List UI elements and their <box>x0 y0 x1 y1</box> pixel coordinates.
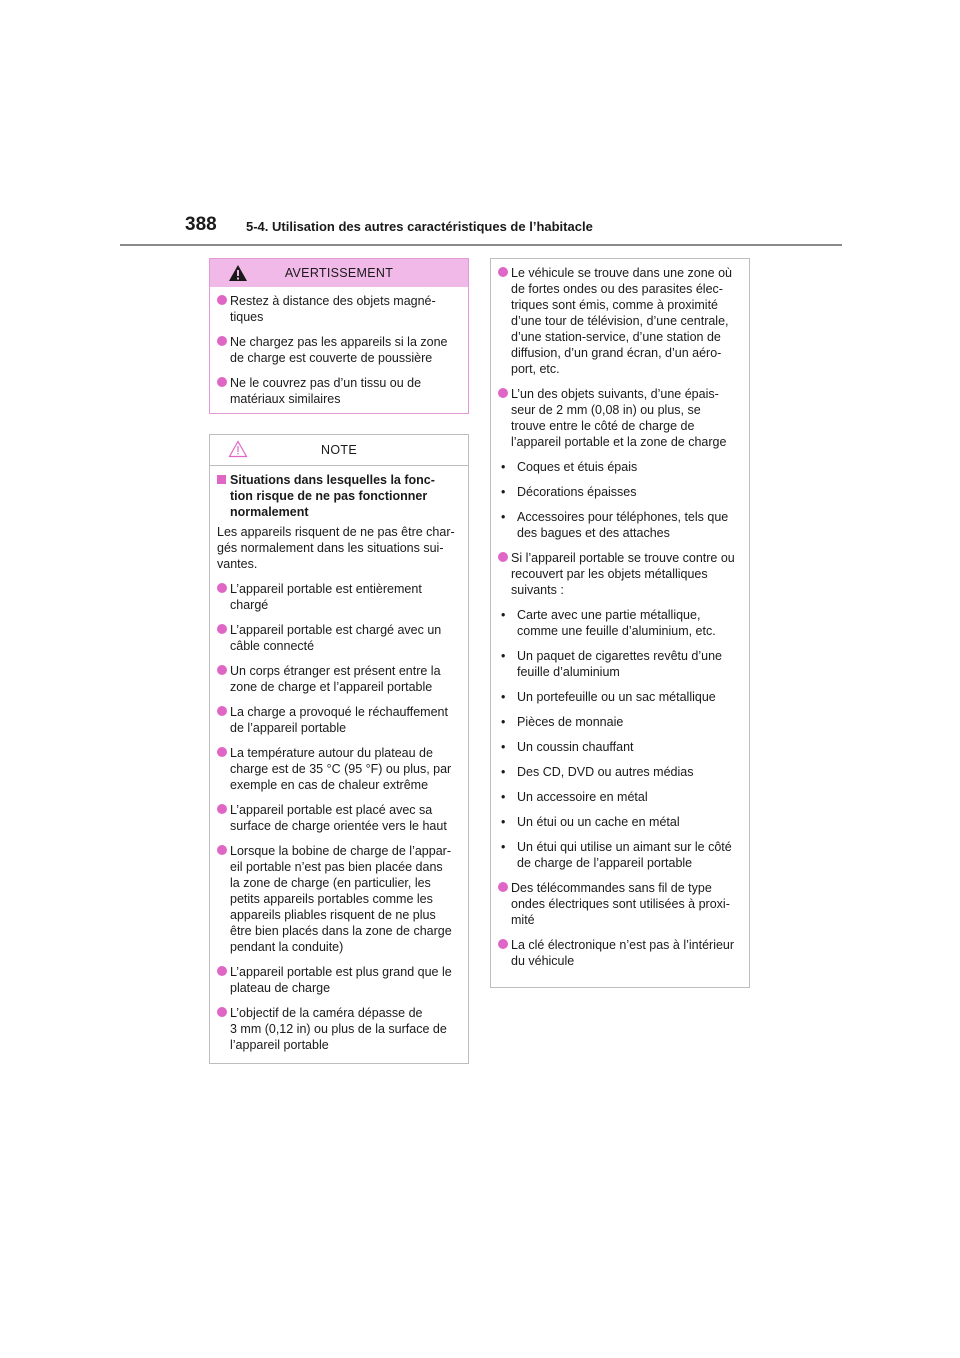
note-content <box>210 466 468 1053</box>
bullet-dot-icon <box>498 552 508 562</box>
text-line: Situations dans lesquelles la fonc- <box>230 473 435 487</box>
list-item <box>217 293 458 325</box>
text-line: Ne le couvrez pas d’un tissu ou de <box>230 376 422 390</box>
sub-list-item <box>498 789 739 805</box>
text-line: Un paquet de cigarettes revêtu d’une <box>517 649 722 663</box>
bullet-dot-icon <box>217 706 227 716</box>
text-line: l’appareil portable <box>230 1038 329 1052</box>
bullet-dot-icon <box>217 295 227 305</box>
sub-list-item <box>498 484 739 500</box>
text-line: L’appareil portable est plus grand que le <box>230 965 452 979</box>
text-line: de l’appareil portable <box>230 721 347 735</box>
list-item <box>217 745 458 793</box>
text-line: L’appareil portable est entièrement <box>230 582 422 596</box>
text-line: recouvert par les objets métalliques <box>511 567 708 581</box>
bullet-dot-icon <box>217 624 227 634</box>
text-line: plateau de charge <box>230 981 331 995</box>
warning-title: AVERTISSEMENT <box>284 266 394 280</box>
warning-content <box>210 287 468 407</box>
bullet-dot-icon <box>217 665 227 675</box>
text-line: Carte avec une partie métallique, <box>517 608 701 622</box>
text-line: Des CD, DVD ou autres médias <box>517 765 694 779</box>
sub-list-item <box>498 814 739 830</box>
sub-list-item <box>498 714 739 730</box>
text-line: normalement <box>230 505 309 519</box>
bullet-dot-icon <box>498 267 508 277</box>
bullet-mark: • <box>501 840 506 854</box>
caution-triangle-icon <box>228 440 248 458</box>
sub-list-item <box>498 764 739 780</box>
text-line: feuille d’aluminium <box>517 665 620 679</box>
note-header <box>210 435 468 466</box>
text-line: Un étui ou un cache en métal <box>517 815 680 829</box>
list-item <box>217 622 458 654</box>
text-line: Des télécommandes sans fil de type <box>511 881 712 895</box>
sub-list-item <box>498 689 739 705</box>
text-line: d’une station-service, d’une station de <box>511 330 721 344</box>
note-intro <box>217 524 458 572</box>
warning-box <box>209 258 469 414</box>
text-line: L’objectif de la caméra dépasse de <box>230 1006 423 1020</box>
text-line: des bagues et des attaches <box>517 526 670 540</box>
bullet-mark: • <box>501 608 506 622</box>
bullet-mark: • <box>501 690 506 704</box>
bullet-mark: • <box>501 460 506 474</box>
text-line: appareils pliables risquent de ne plus <box>230 908 436 922</box>
text-line: la zone de charge (en particulier, les <box>230 876 431 890</box>
text-line: surface de charge orientée vers le haut <box>230 819 447 833</box>
text-line: Accessoires pour téléphones, tels que <box>517 510 729 524</box>
text-line: La température autour du plateau de <box>230 746 433 760</box>
sub-list-item <box>498 839 739 871</box>
text-line: câble connecté <box>230 639 315 653</box>
text-line: mité <box>511 913 535 927</box>
text-line: Un coussin chauffant <box>517 740 634 754</box>
list-item <box>217 964 458 996</box>
text-line: être bien placés dans la zone de charge <box>230 924 452 938</box>
text-line: Si l’appareil portable se trouve contre ou <box>511 551 735 565</box>
bullet-dot-icon <box>217 804 227 814</box>
bullet-dot-icon <box>217 747 227 757</box>
text-line: charge est de 35 °C (95 °F) ou plus, par <box>230 762 452 776</box>
note-heading <box>217 472 458 520</box>
list-item <box>498 386 739 450</box>
list-item <box>217 375 458 407</box>
bullet-mark: • <box>501 790 506 804</box>
sub-list-item <box>498 509 739 541</box>
bullet-mark: • <box>501 510 506 524</box>
text-line: exemple en cas de chaleur extrême <box>230 778 429 792</box>
list-item <box>217 334 458 366</box>
text-line: gés normalement dans les situations sui- <box>217 541 444 555</box>
bullet-mark: • <box>501 715 506 729</box>
list-item <box>498 937 739 969</box>
bullet-mark: • <box>501 740 506 754</box>
list-item <box>217 581 458 613</box>
text-line: suivants : <box>511 583 564 597</box>
bullet-mark: • <box>501 765 506 779</box>
bullet-dot-icon <box>217 1007 227 1017</box>
bullet-mark: • <box>501 649 506 663</box>
sub-list-item <box>498 739 739 755</box>
list-item <box>217 1005 458 1053</box>
text-line: Ne chargez pas les appareils si la zone <box>230 335 448 349</box>
page-number: 388 <box>185 214 217 235</box>
list-item <box>217 704 458 736</box>
text-line: Un étui qui utilise un aimant sur le côté <box>517 840 732 854</box>
text-line: La clé électronique n’est pas à l’intérieur <box>511 938 735 952</box>
text-line: Le véhicule se trouve dans une zone où <box>511 266 732 280</box>
text-line: Pièces de monnaie <box>517 715 624 729</box>
sub-list-item <box>498 607 739 639</box>
text-line: l’appareil portable et la zone de charge <box>511 435 727 449</box>
list-item <box>498 550 739 598</box>
text-line: port, etc. <box>511 362 560 376</box>
text-line: zone de charge et l’appareil portable <box>230 680 433 694</box>
header-divider <box>120 244 842 246</box>
text-line: Restez à distance des objets magné- <box>230 294 436 308</box>
note-title: NOTE <box>321 443 357 457</box>
text-line: tion risque de ne pas fonctionner <box>230 489 428 503</box>
text-line: du véhicule <box>511 954 575 968</box>
text-line: eil portable n’est pas bien placée dans <box>230 860 443 874</box>
sub-list-item <box>498 648 739 680</box>
text-line: Un accessoire en métal <box>517 790 648 804</box>
text-line: trouve entre le côté de charge de <box>511 419 695 433</box>
bullet-dot-icon <box>217 583 227 593</box>
section-title: 5-4. Utilisation des autres caractéristiques de l’habitacle <box>246 219 593 234</box>
text-line: Coques et étuis épais <box>517 460 638 474</box>
note-box <box>209 434 469 1064</box>
square-bullet-icon <box>217 475 226 484</box>
bullet-dot-icon <box>217 966 227 976</box>
text-line: L’appareil portable est placé avec sa <box>230 803 433 817</box>
sub-list-item <box>498 459 739 475</box>
text-line: de charge de l’appareil portable <box>517 856 693 870</box>
text-line: tiques <box>230 310 264 324</box>
text-line: Les appareils risquent de ne pas être char- <box>217 525 455 539</box>
text-line: Un portefeuille ou un sac métallique <box>517 690 716 704</box>
text-line: chargé <box>230 598 269 612</box>
bullet-dot-icon <box>217 845 227 855</box>
text-line: matériaux similaires <box>230 392 341 406</box>
text-line: Décorations épaisses <box>517 485 637 499</box>
conditions-box <box>490 258 750 988</box>
bullet-dot-icon <box>498 388 508 398</box>
text-line: de fortes ondes ou des parasites élec- <box>511 282 723 296</box>
text-line: Un corps étranger est présent entre la <box>230 664 441 678</box>
bullet-mark: • <box>501 815 506 829</box>
list-item <box>498 265 739 377</box>
bullet-dot-icon <box>217 377 227 387</box>
text-line: Lorsque la bobine de charge de l’appar- <box>230 844 451 858</box>
list-item <box>217 843 458 955</box>
list-item <box>217 802 458 834</box>
text-line: L’un des objets suivants, d’une épais- <box>511 387 719 401</box>
text-line: comme une feuille d’aluminium, etc. <box>517 624 716 638</box>
text-line: ondes électriques sont utilisées à proxi- <box>511 897 730 911</box>
text-line: 3 mm (0,12 in) ou plus de la surface de <box>230 1022 447 1036</box>
text-line: seur de 2 mm (0,08 in) ou plus, se <box>511 403 701 417</box>
bullet-dot-icon <box>217 336 227 346</box>
warning-header <box>210 259 468 287</box>
text-line: vantes. <box>217 557 258 571</box>
warning-triangle-icon <box>228 264 248 282</box>
text-line: d’une tour de télévision, d’une centrale, <box>511 314 729 328</box>
text-line: pendant la conduite) <box>230 940 344 954</box>
text-line: petits appareils portables comme les <box>230 892 433 906</box>
bullet-dot-icon <box>498 882 508 892</box>
list-item <box>217 663 458 695</box>
bullet-dot-icon <box>498 939 508 949</box>
text-line: triques sont émis, comme à proximité <box>511 298 719 312</box>
text-line: L’appareil portable est chargé avec un <box>230 623 442 637</box>
text-line: La charge a provoqué le réchauffement <box>230 705 448 719</box>
conditions-content <box>491 259 749 969</box>
bullet-mark: • <box>501 485 506 499</box>
text-line: diffusion, d’un grand écran, d’un aéro- <box>511 346 722 360</box>
list-item <box>498 880 739 928</box>
text-line: de charge est couverte de poussière <box>230 351 433 365</box>
